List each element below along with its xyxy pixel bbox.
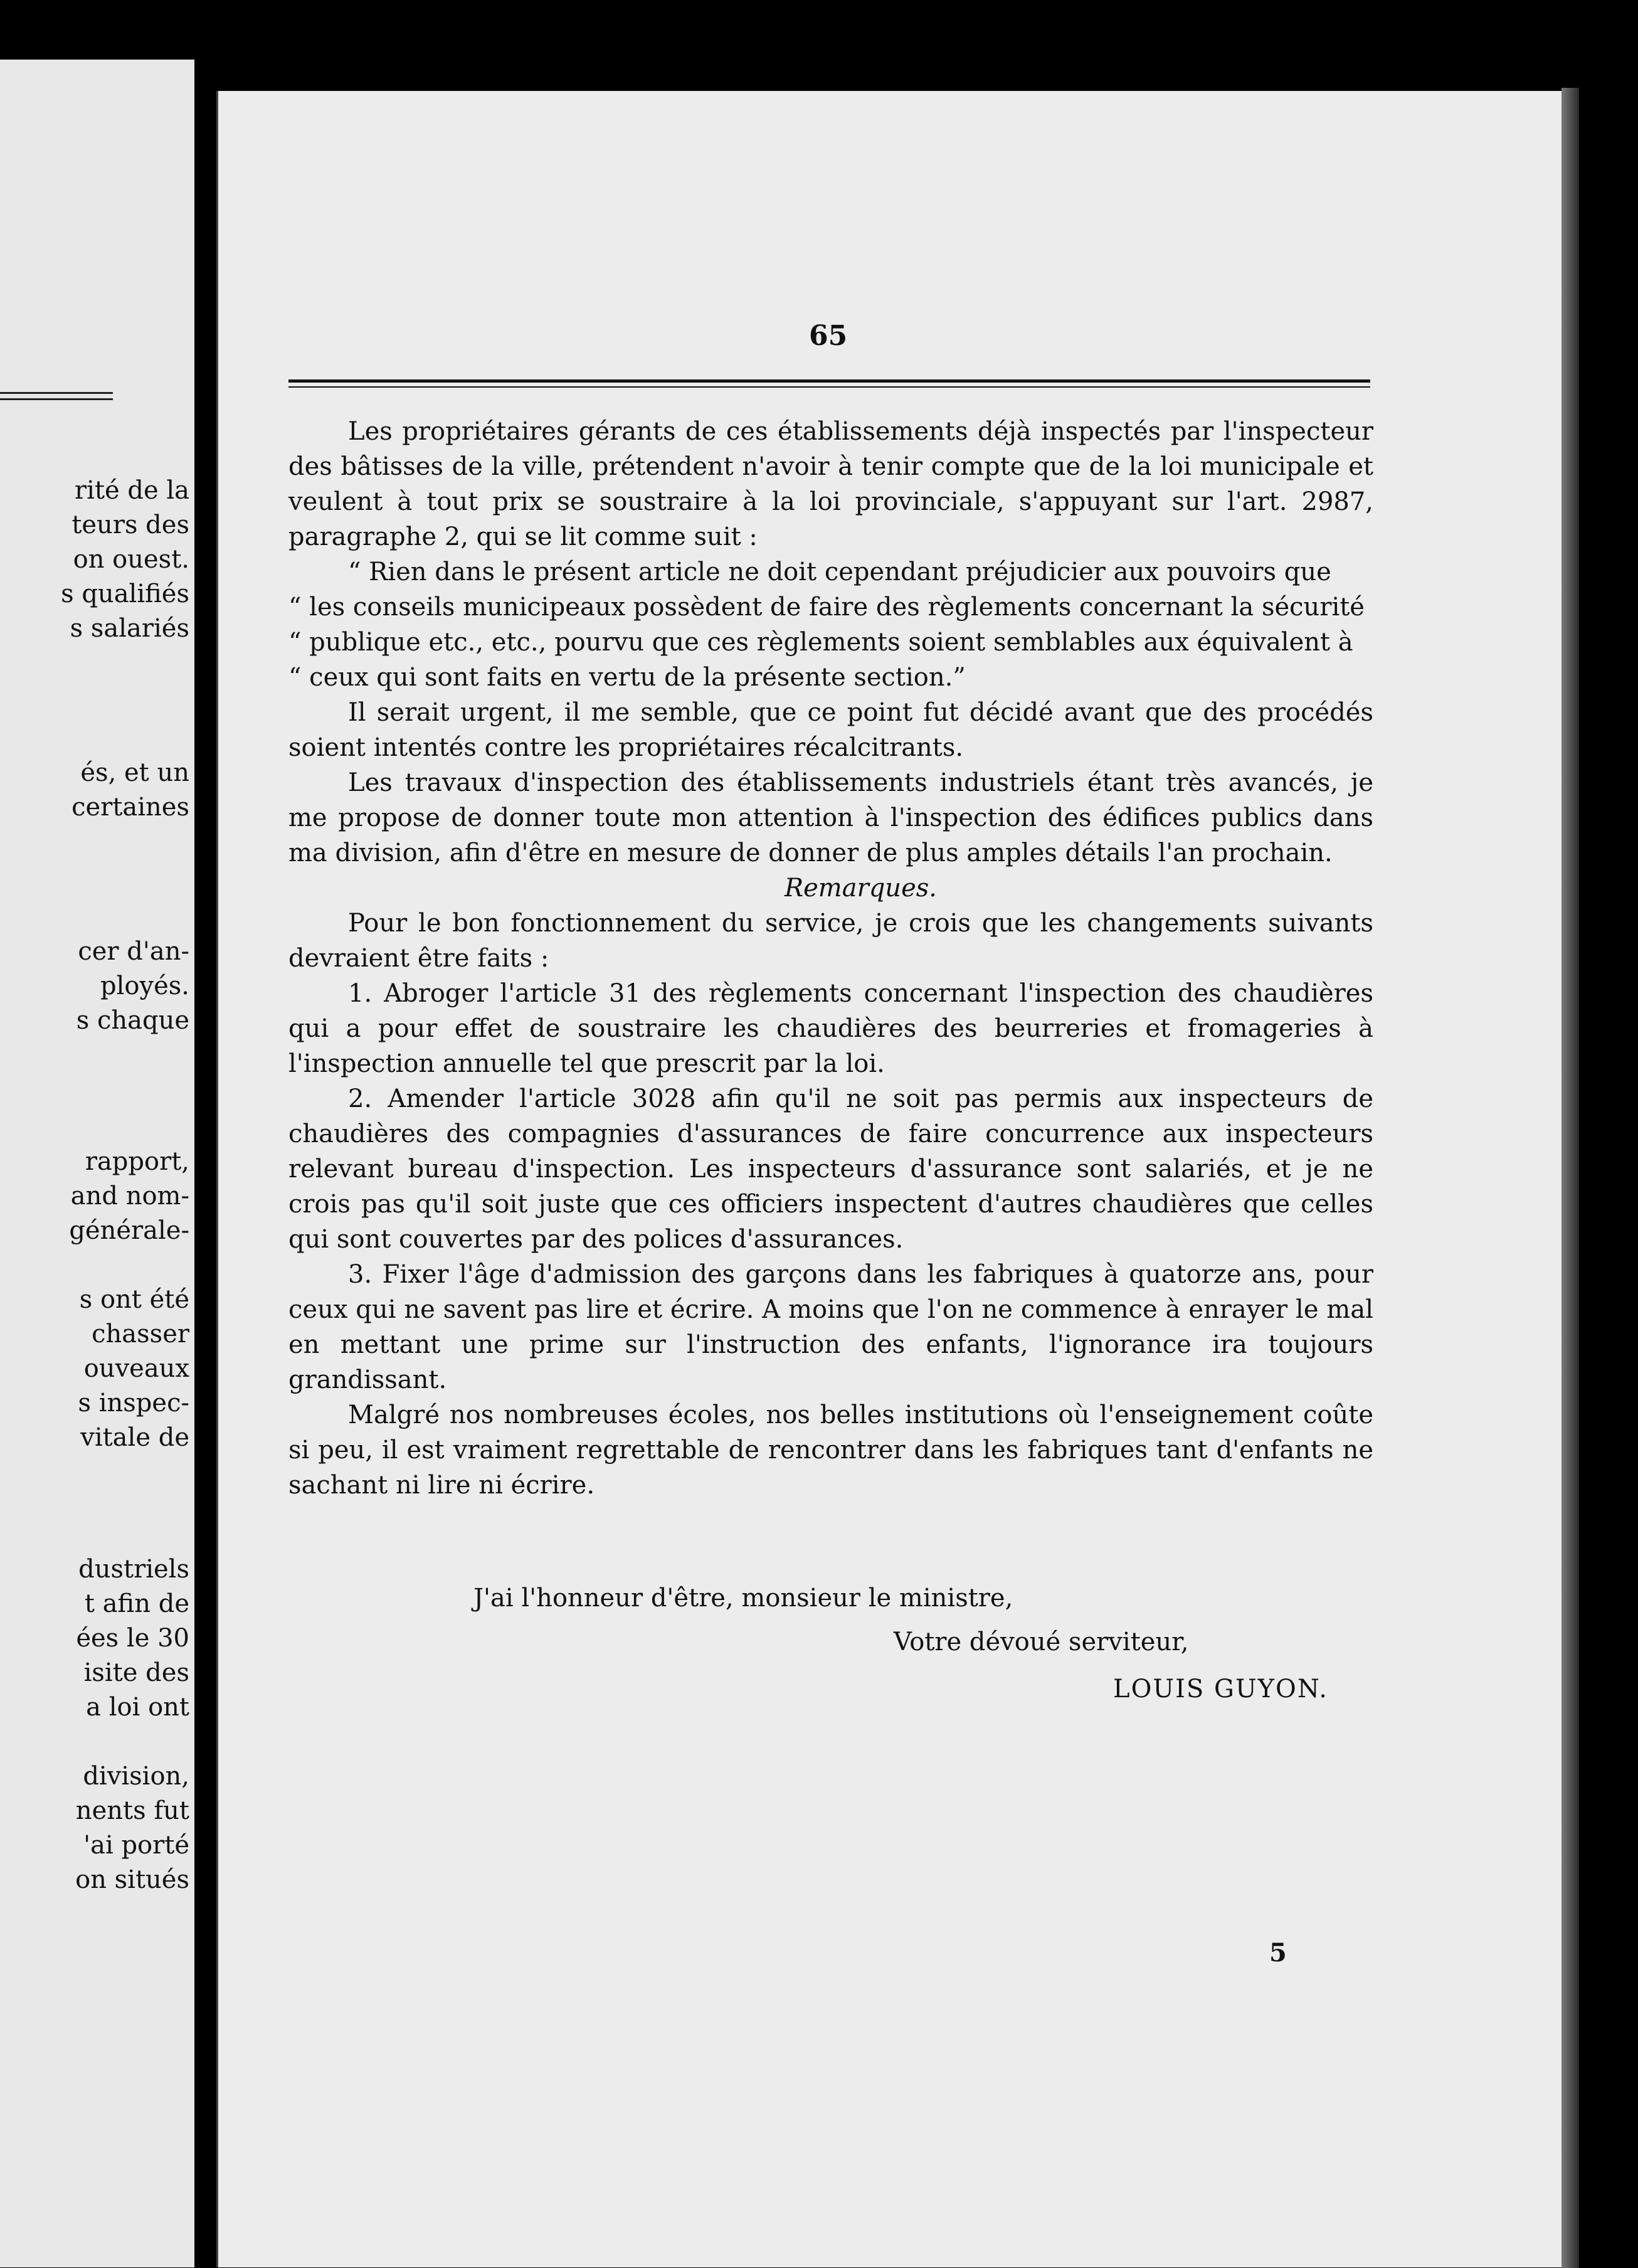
left-page-fragment <box>0 60 194 2267</box>
left-page-line: vitale de <box>80 1423 189 1452</box>
left-page-line: s inspec- <box>78 1389 189 1417</box>
header-rule <box>288 379 1370 383</box>
left-page-line: a loi ont <box>86 1693 189 1722</box>
left-page-line: s ont été <box>79 1285 189 1314</box>
paragraph: 2. Amender l'article 3028 afin qu'il ne soit pas permis aux inspecteurs de chaudières des compagnies d'assurances de faire concurrence aux inspecteurs relevant bureau d'inspection. Les inspecteurs d'assurance sont salariés, et je ne crois pas qu'il soit juste que ces officiers inspectent d'autres chaudières que celles qui sont couvertes par des polices d'assurances. <box>288 1084 1373 1254</box>
left-page-rule <box>0 398 113 400</box>
left-page-line: générale- <box>69 1216 189 1245</box>
left-page-line: and nom- <box>70 1182 189 1211</box>
left-page-line: és, et un <box>80 758 189 787</box>
left-page-line: s salariés <box>70 614 189 643</box>
paragraph: Il serait urgent, il me semble, que ce point fut décidé avant que des procédés soient intentés contre les propriétaires récalcitrants. <box>288 698 1373 762</box>
left-page-line: certaines <box>71 793 189 822</box>
page-number: 65 <box>809 320 848 352</box>
signature: LOUIS GUYON. <box>1113 1675 1329 1704</box>
paragraph: 1. Abroger l'article 31 des règlements concernant l'inspection des chaudières qui a pour effet de soustraire les chaudières des beurreries et fromageries à l'inspection annuelle tel que prescrit par la loi. <box>288 979 1373 1078</box>
left-page-line: dustriels <box>78 1555 189 1584</box>
closing-valediction: Votre dévoué serviteur, <box>894 1628 1189 1656</box>
quote-line: “ Rien dans le présent article ne doit cependant préjudicier aux pouvoirs que <box>348 558 1331 586</box>
paragraph: Les propriétaires gérants de ces établissements déjà inspectés par l'inspecteur des bâtisses de la ville, prétendent n'avoir à tenir compte que de la loi municipale et veulent à tout prix se soustraire à la loi provinciale, s'appuyant sur l'art. 2987, paragraphe 2, qui se lit comme suit : <box>288 417 1373 551</box>
left-page-line: ployés. <box>100 972 189 1000</box>
left-page-line: ées le 30 <box>76 1624 189 1653</box>
header-rule <box>288 386 1370 388</box>
left-page-line: s qualifiés <box>61 580 189 608</box>
left-page-line: division, <box>83 1762 189 1791</box>
left-page-line: s chaque <box>76 1006 189 1035</box>
body-text <box>288 414 1373 1503</box>
quote-line: “ ceux qui sont faits en vertu de la présente section.” <box>288 663 966 692</box>
left-page-line: cer d'an- <box>78 937 189 966</box>
left-page-line: nents fut <box>75 1796 189 1825</box>
page-edge <box>1561 88 1579 2268</box>
left-page-line: isite des <box>83 1658 189 1687</box>
paragraph: Les travaux d'inspection des établissements industriels étant très avancés, je me propose de donner toute mon attention à l'inspection des édifices publics dans ma division, afin d'être en mesure de donner de plus amples détails l'an prochain. <box>288 768 1373 867</box>
left-page-rule <box>0 392 113 394</box>
left-page-line: teurs des <box>71 511 189 539</box>
left-page-line: rapport, <box>85 1147 189 1176</box>
quote-line: “ publique etc., etc., pourvu que ces règlements soient semblables aux équivalent à <box>288 628 1353 657</box>
left-page-line: t afin de <box>84 1589 189 1618</box>
left-page-line: rité de la <box>74 476 189 505</box>
left-page-line: on ouest. <box>73 545 189 574</box>
left-page-line: on situés <box>75 1865 189 1894</box>
left-page-line: chasser <box>92 1320 189 1349</box>
left-page-line: ouveaux <box>83 1354 189 1383</box>
section-heading: Remarques. <box>785 874 937 903</box>
closing-salutation: J'ai l'honneur d'être, monsieur le ministre, <box>473 1584 1013 1613</box>
paragraph: 3. Fixer l'âge d'admission des garçons dans les fabriques à quatorze ans, pour ceux qui ne savent pas lire et écrire. A moins que l'on ne commence à enrayer le mal en mettant une prime sur l'instruction des enfants, l'ignorance ira toujours grandissant. <box>288 1260 1373 1394</box>
sheet-number: 5 <box>1269 1938 1287 1968</box>
paragraph: Pour le bon fonctionnement du service, je crois que les changements suivants devraient être faits : <box>288 909 1373 973</box>
paragraph: Malgré nos nombreuses écoles, nos belles institutions où l'enseignement coûte si peu, il est vraiment regrettable de rencontrer dans les fabriques tant d'enfants ne sachant ni lire ni écrire. <box>288 1401 1373 1500</box>
quote-line: “ les conseils municipeaux possèdent de faire des règlements concernant la sécurité <box>288 593 1365 622</box>
left-page-line: 'ai porté <box>83 1831 189 1860</box>
